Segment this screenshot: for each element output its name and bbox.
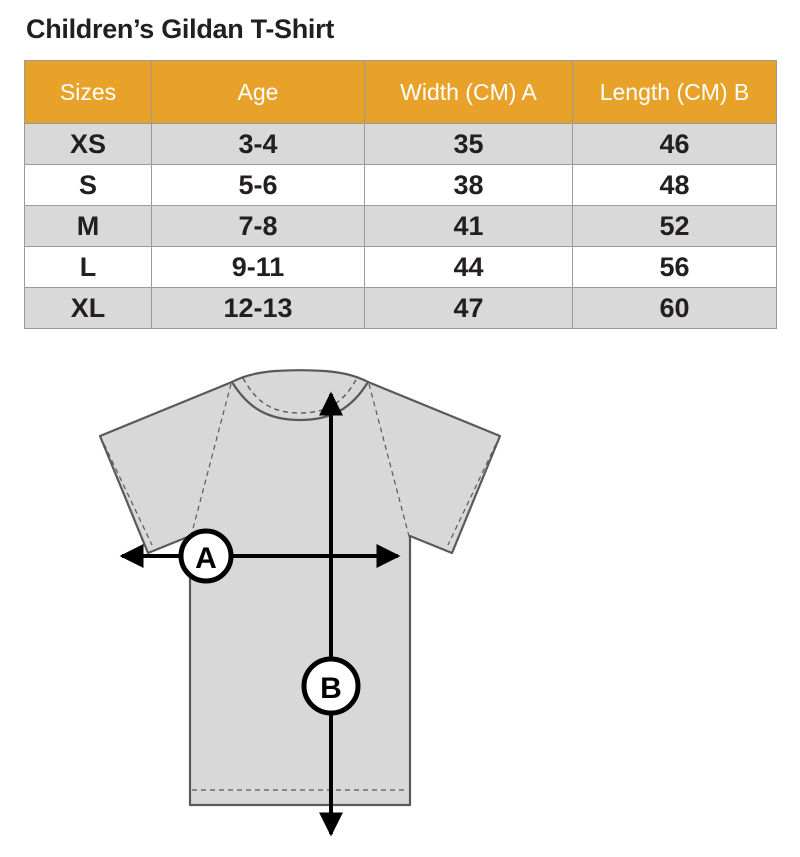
cell-size: XL [25,288,152,329]
cell-width: 47 [365,288,573,329]
table-header-row [25,61,777,124]
table-row [25,124,777,165]
cell-length: 52 [573,206,777,247]
table-row [25,165,777,206]
table-row [25,206,777,247]
length-marker-label: B [320,672,342,705]
width-marker-label: A [195,542,217,575]
column-header-sizes: Sizes [25,61,152,124]
cell-age: 7-8 [152,206,365,247]
size-table [24,60,777,329]
cell-age: 9-11 [152,247,365,288]
cell-size: S [25,165,152,206]
cell-age: 5-6 [152,165,365,206]
cell-length: 48 [573,165,777,206]
cell-width: 38 [365,165,573,206]
cell-width: 35 [365,124,573,165]
table-header [25,61,777,124]
page-title: Children’s Gildan T-Shirt [26,14,335,44]
table-row [25,288,777,329]
cell-length: 56 [573,247,777,288]
cell-width: 41 [365,206,573,247]
cell-size: M [25,206,152,247]
cell-age: 3-4 [152,124,365,165]
tshirt-measurement-diagram [0,368,800,857]
column-header-length: Length (CM) B [573,61,777,124]
cell-age: 12-13 [152,288,365,329]
cell-size: L [25,247,152,288]
cell-size: XS [25,124,152,165]
cell-length: 60 [573,288,777,329]
table-row [25,247,777,288]
column-header-age: Age [152,61,365,124]
cell-width: 44 [365,247,573,288]
column-header-width: Width (CM) A [365,61,573,124]
tshirt-outline [100,370,500,805]
table-body [25,124,777,329]
cell-length: 46 [573,124,777,165]
